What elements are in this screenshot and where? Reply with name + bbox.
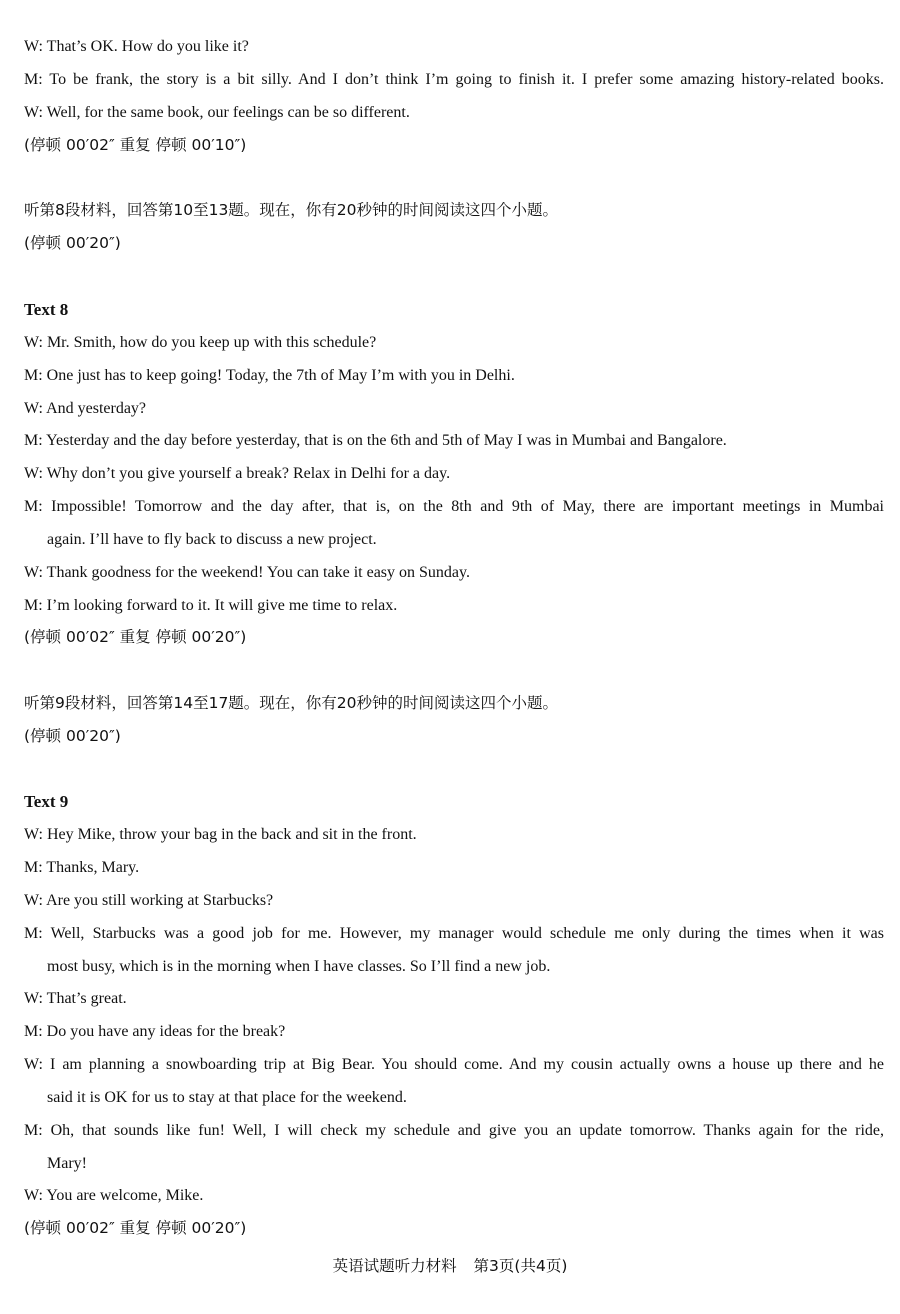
- dialogue-line: W: Thank goodness for the weekend! You can take it easy on Sunday.: [24, 564, 470, 581]
- pause-note: (停顿 00′20″): [24, 234, 121, 252]
- dialogue-line: W: I am planning a snowboarding trip at Big Bear. You should come. And my cousin actually owns a house up there and he: [24, 1056, 884, 1073]
- dialogue-line-continued: said it is OK for us to stay at that place for the weekend.: [47, 1089, 407, 1106]
- dialogue-line: M: Well, Starbucks was a good job for me. However, my manager would schedule me only during the times when it was: [24, 925, 884, 942]
- dialogue-line: W: You are welcome, Mike.: [24, 1187, 204, 1204]
- dialogue-line: M: Impossible! Tomorrow and the day after, that is, on the 8th and 9th of May, there are important meetings in Mumbai: [24, 498, 884, 515]
- pause-note: (停顿 00′02″ 重复 停顿 00′10″): [24, 136, 247, 154]
- pause-note: (停顿 00′20″): [24, 727, 121, 745]
- dialogue-line: W: Hey Mike, throw your bag in the back and sit in the front.: [24, 826, 417, 843]
- dialogue-line: M: To be frank, the story is a bit silly. And I don’t think I’m going to finish it. I prefer some amazing history-related books.: [24, 71, 884, 88]
- dialogue-line: M: Oh, that sounds like fun! Well, I will check my schedule and give you an update tomorrow. Thanks again for the ride,: [24, 1122, 884, 1139]
- instruction-line: 听第9段材料，回答第14至17题。现在，你有20秒钟的时间阅读这四个小题。: [24, 694, 559, 712]
- dialogue-line-continued: again. I’ll have to fly back to discuss a new project.: [47, 531, 377, 548]
- section-heading: Text 9: [24, 792, 69, 811]
- dialogue-line: W: That’s OK. How do you like it?: [24, 38, 249, 55]
- dialogue-line: M: Thanks, Mary.: [24, 859, 140, 876]
- dialogue-line: M: One just has to keep going! Today, the 7th of May I’m with you in Delhi.: [24, 367, 515, 384]
- dialogue-line: W: That’s great.: [24, 990, 127, 1007]
- dialogue-line: W: Well, for the same book, our feelings can be so different.: [24, 104, 410, 121]
- dialogue-line: W: Mr. Smith, how do you keep up with this schedule?: [24, 334, 377, 351]
- dialogue-line-continued: most busy, which is in the morning when I have classes. So I’ll find a new job.: [47, 958, 551, 975]
- dialogue-line-continued: Mary!: [47, 1155, 87, 1172]
- dialogue-line: M: I’m looking forward to it. It will give me time to relax.: [24, 597, 398, 614]
- dialogue-line: W: And yesterday?: [24, 400, 147, 417]
- instruction-line: 听第8段材料，回答第10至13题。现在，你有20秒钟的时间阅读这四个小题。: [24, 201, 559, 219]
- dialogue-line: M: Yesterday and the day before yesterday, that is on the 6th and 5th of May I was in Mumbai and Bangalore.: [24, 432, 727, 449]
- dialogue-line: W: Are you still working at Starbucks?: [24, 892, 274, 909]
- section-heading: Text 8: [24, 300, 69, 319]
- page-footer: 英语试题听力材料 第3页(共4页): [332, 1257, 568, 1275]
- pause-note: (停顿 00′02″ 重复 停顿 00′20″): [24, 1219, 247, 1237]
- dialogue-line: W: Why don’t you give yourself a break? Relax in Delhi for a day.: [24, 465, 451, 482]
- dialogue-line: M: Do you have any ideas for the break?: [24, 1023, 286, 1040]
- pause-note: (停顿 00′02″ 重复 停顿 00′20″): [24, 628, 247, 646]
